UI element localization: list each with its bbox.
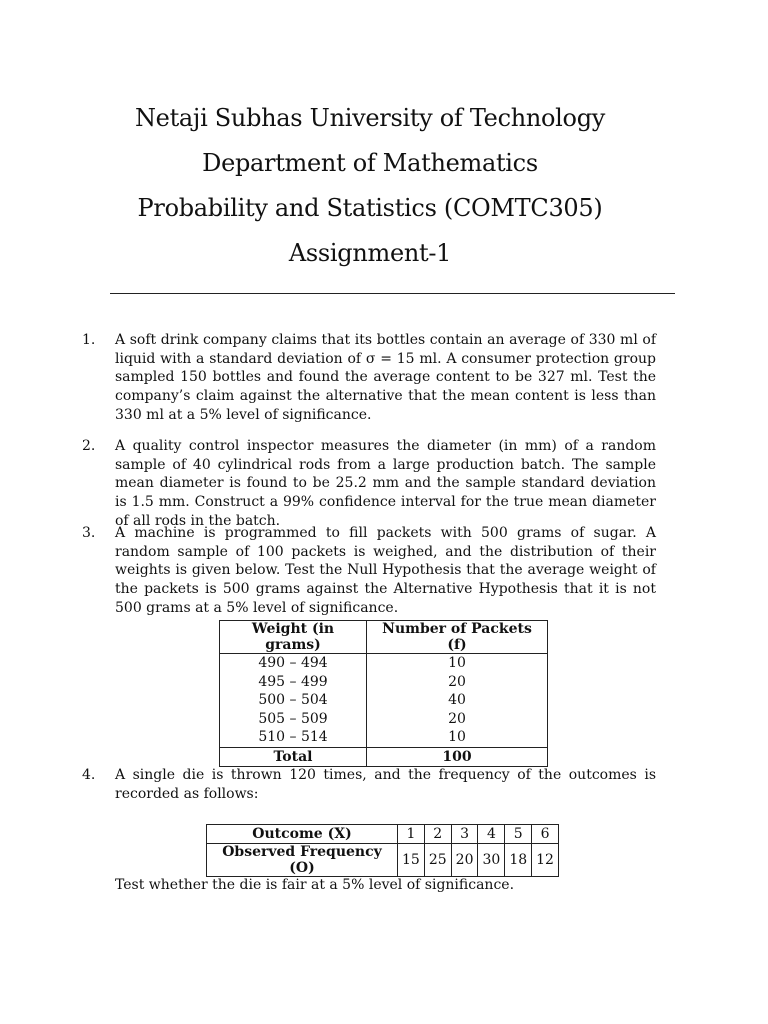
question-2	[82, 437, 656, 531]
weight-cell: 505 – 509	[220, 710, 367, 729]
table-row	[220, 710, 548, 729]
table-row	[220, 673, 548, 692]
table-header-packets: Number of Packets (f)	[367, 621, 548, 654]
table-row	[220, 654, 548, 673]
question-4-followup: Test whether the die is fair at a 5% level of significance.	[115, 877, 515, 893]
outcome-cell: 5	[505, 825, 532, 844]
outcome-label: Outcome (X)	[207, 825, 398, 844]
table-header-weight: Weight (in grams)	[220, 621, 367, 654]
packets-cell: 20	[367, 710, 548, 729]
question-number: 3.	[82, 525, 96, 541]
assignment-title: Assignment-1	[288, 239, 452, 267]
question-number: 4.	[82, 767, 96, 783]
frequency-cell: 20	[451, 844, 478, 877]
weight-cell: 490 – 494	[220, 654, 367, 673]
department-title: Department of Mathematics	[202, 149, 538, 177]
frequency-cell: 15	[398, 844, 425, 877]
question-4	[82, 766, 656, 803]
question-text: A single die is thrown 120 times, and the frequency of the outcomes is recorded as follows:	[115, 767, 656, 802]
packets-cell: 10	[367, 728, 548, 747]
outcome-row	[207, 825, 559, 844]
outcome-cell: 3	[451, 825, 478, 844]
question-3	[82, 524, 656, 618]
table-total-row	[220, 747, 548, 767]
frequency-cell: 18	[505, 844, 532, 877]
question-text: A quality control inspector measures the diameter (in mm) of a random sample of 40 cylindrical rods from a large production batch. The sample mean diameter is found to be 25.2 mm and the sample standard deviation is 1.5 mm. Construct a 99% confidence interval for the true mean diameter of all rods in the batch.	[115, 438, 656, 529]
packets-cell: 10	[367, 654, 548, 673]
question-number: 1.	[82, 332, 96, 348]
packets-cell: 40	[367, 691, 548, 710]
packets-cell: 20	[367, 673, 548, 692]
frequency-cell: 30	[478, 844, 505, 877]
header-divider	[110, 293, 675, 294]
frequency-row	[207, 844, 559, 877]
question-text: A soft drink company claims that its bottles contain an average of 330 ml of liquid with a standard deviation of σ = 15 ml. A consumer protection group sampled 150 bottles and found the average content to be 327 ml. Test the company’s claim against the alternative that the mean content is less than 330 ml at a 5% level of significance.	[115, 332, 656, 423]
weight-distribution-table	[219, 620, 548, 767]
frequency-label: Observed Frequency (O)	[207, 844, 398, 877]
weight-cell: 510 – 514	[220, 728, 367, 747]
weight-cell: 495 – 499	[220, 673, 367, 692]
weight-cell: 500 – 504	[220, 691, 367, 710]
question-1	[82, 331, 656, 425]
outcome-cell: 4	[478, 825, 505, 844]
frequency-cell: 25	[424, 844, 451, 877]
question-text: A machine is programmed to fill packets with 500 grams of sugar. A random sample of 100 packets is weighed, and the distribution of their weights is given below. Test the Null Hypothesis that the average weight of the packets is 500 grams against the Alternative Hypothesis that it is not 500 grams at a 5% level of significance.	[115, 525, 656, 616]
frequency-cell: 12	[532, 844, 559, 877]
total-value: 100	[367, 747, 548, 767]
outcome-cell: 1	[398, 825, 425, 844]
total-label: Total	[220, 747, 367, 767]
question-number: 2.	[82, 438, 96, 454]
course-title: Probability and Statistics (COMTC305)	[137, 194, 603, 222]
outcome-cell: 2	[424, 825, 451, 844]
table-row	[220, 728, 548, 747]
outcome-cell: 6	[532, 825, 559, 844]
university-title: Netaji Subhas University of Technology	[134, 104, 606, 132]
die-frequency-table	[206, 824, 559, 877]
table-row	[220, 691, 548, 710]
